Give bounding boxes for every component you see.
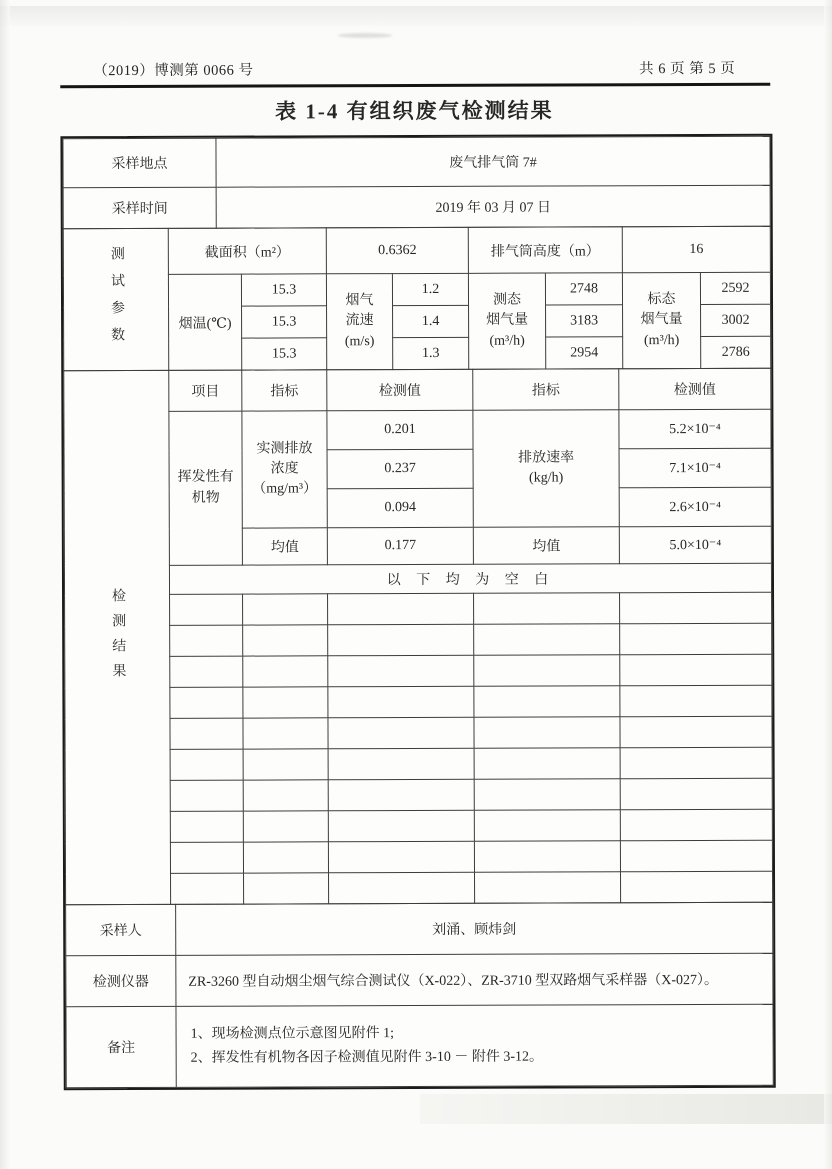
empty-table-row — [65, 747, 772, 780]
standard-flow-label: 标态 烟气量 (m³/h) — [622, 273, 700, 369]
empty-table-row — [66, 871, 773, 904]
table-row — [63, 185, 770, 228]
blank-below-note: 以 下 均 为 空 白 — [169, 563, 771, 594]
concentration-value: 0.201 — [327, 410, 473, 450]
test-parameters-table — [63, 226, 771, 371]
instrument-value: ZR-3260 型自动烟尘烟气综合测试仪（X-022）、ZR-3710 型双路烟气采样器（X-027）。 — [176, 953, 773, 1006]
emission-rate-mean-label: 均值 — [473, 527, 619, 565]
table-title: 表 1-4 有组织废气检测结果 — [275, 98, 554, 124]
measured-flow-value: 3183 — [546, 305, 623, 337]
empty-table-row — [65, 592, 772, 625]
sampling-info-table — [62, 136, 770, 229]
table-row — [63, 136, 770, 187]
flue-temp-value: 15.3 — [242, 306, 327, 338]
stack-height-label: 排气筒高度（m） — [468, 227, 622, 274]
column-header-value: 检测值 — [327, 369, 473, 411]
column-header-indicator: 指标 — [242, 370, 327, 411]
concentration-value: 0.094 — [327, 488, 473, 528]
standard-flow-value: 2592 — [700, 272, 770, 304]
instrument-label: 检测仪器 — [66, 955, 176, 1006]
concentration-mean-value: 0.177 — [327, 527, 473, 565]
emission-rate-mean-value: 5.0×10⁻⁴ — [619, 526, 771, 564]
detection-results-table — [63, 368, 773, 905]
flue-temp-value: 15.3 — [241, 274, 326, 306]
sample-location-value: 废气排气筒 7# — [216, 136, 770, 187]
gas-velocity-label: 烟气 流速 (m/s) — [326, 274, 392, 370]
standard-flow-value: 3002 — [701, 304, 771, 336]
document-header — [93, 57, 735, 80]
table-row — [63, 226, 770, 274]
detection-results-section-label: 检测结果 — [110, 587, 126, 688]
standard-flow-value: 2786 — [701, 336, 771, 368]
cross-section-label: 截面积（m²） — [168, 228, 326, 275]
table-row — [64, 563, 771, 594]
concentration-mean-label: 均值 — [242, 528, 327, 565]
remark-value — [176, 1004, 773, 1087]
empty-table-row — [65, 654, 772, 687]
empty-table-row — [65, 809, 772, 842]
doc-number: （2019）博测第 0066 号 — [93, 62, 254, 80]
footer-info-table — [65, 902, 774, 1088]
sample-time-label: 采样时间 — [63, 187, 216, 229]
table-row — [66, 1004, 773, 1087]
table-row — [63, 272, 770, 306]
remark-label: 备注 — [66, 1006, 176, 1087]
flue-temp-value: 15.3 — [242, 338, 327, 370]
sample-time-value: 2019 年 03 月 07 日 — [216, 185, 770, 228]
gas-velocity-value: 1.2 — [392, 273, 468, 305]
sampler-value: 刘涌、顾炜剑 — [176, 902, 773, 955]
sampler-label: 采样人 — [66, 904, 176, 955]
column-header-value: 检测值 — [619, 368, 771, 410]
empty-table-row — [65, 685, 772, 718]
cross-section-value: 0.6362 — [326, 227, 468, 273]
empty-table-row — [65, 840, 772, 873]
flue-temp-label: 烟温(℃) — [168, 274, 241, 370]
emission-rate-value: 7.1×10⁻⁴ — [619, 448, 771, 488]
empty-table-row — [65, 623, 772, 656]
test-params-section-cell — [63, 228, 168, 370]
sample-location-label: 采样地点 — [63, 138, 216, 188]
measured-flow-value: 2954 — [546, 337, 623, 369]
measured-concentration-label: 实测排放 浓度 （mg/m³） — [242, 411, 327, 528]
emission-rate-label: 排放速率 (kg/h) — [473, 410, 619, 528]
column-header-indicator: 指标 — [473, 369, 619, 411]
emission-rate-value: 2.6×10⁻⁴ — [619, 487, 771, 527]
measured-flow-label: 测态 烟气量 (m³/h) — [468, 273, 545, 369]
table-row — [66, 953, 773, 1006]
remark-line-2: 2、挥发性有机物各因子检测值见附件 3-10 － 附件 3-12。 — [190, 1049, 544, 1066]
table-row — [64, 368, 771, 411]
detection-results-section-cell — [64, 370, 171, 904]
header-divider — [60, 83, 770, 88]
pollutant-item-label: 挥发性有 机物 — [169, 411, 243, 565]
measured-flow-value: 2748 — [545, 273, 622, 305]
table-row — [66, 902, 773, 955]
page-indicator: 共 6 页 第 5 页 — [639, 60, 736, 78]
stack-height-value: 16 — [622, 226, 770, 273]
gas-velocity-value: 1.4 — [393, 305, 469, 337]
concentration-value: 0.237 — [327, 449, 473, 489]
column-header-item: 项目 — [169, 370, 242, 411]
remark-line-1: 1、现场检测点位示意图见附件 1; — [190, 1025, 394, 1042]
table-row — [64, 409, 771, 450]
gas-velocity-value: 1.3 — [393, 337, 469, 369]
empty-table-row — [65, 778, 772, 811]
empty-table-row — [65, 716, 772, 749]
emission-rate-value: 5.2×10⁻⁴ — [619, 409, 771, 449]
results-table — [60, 134, 775, 1090]
test-params-section-label: 测试参数 — [108, 245, 125, 354]
